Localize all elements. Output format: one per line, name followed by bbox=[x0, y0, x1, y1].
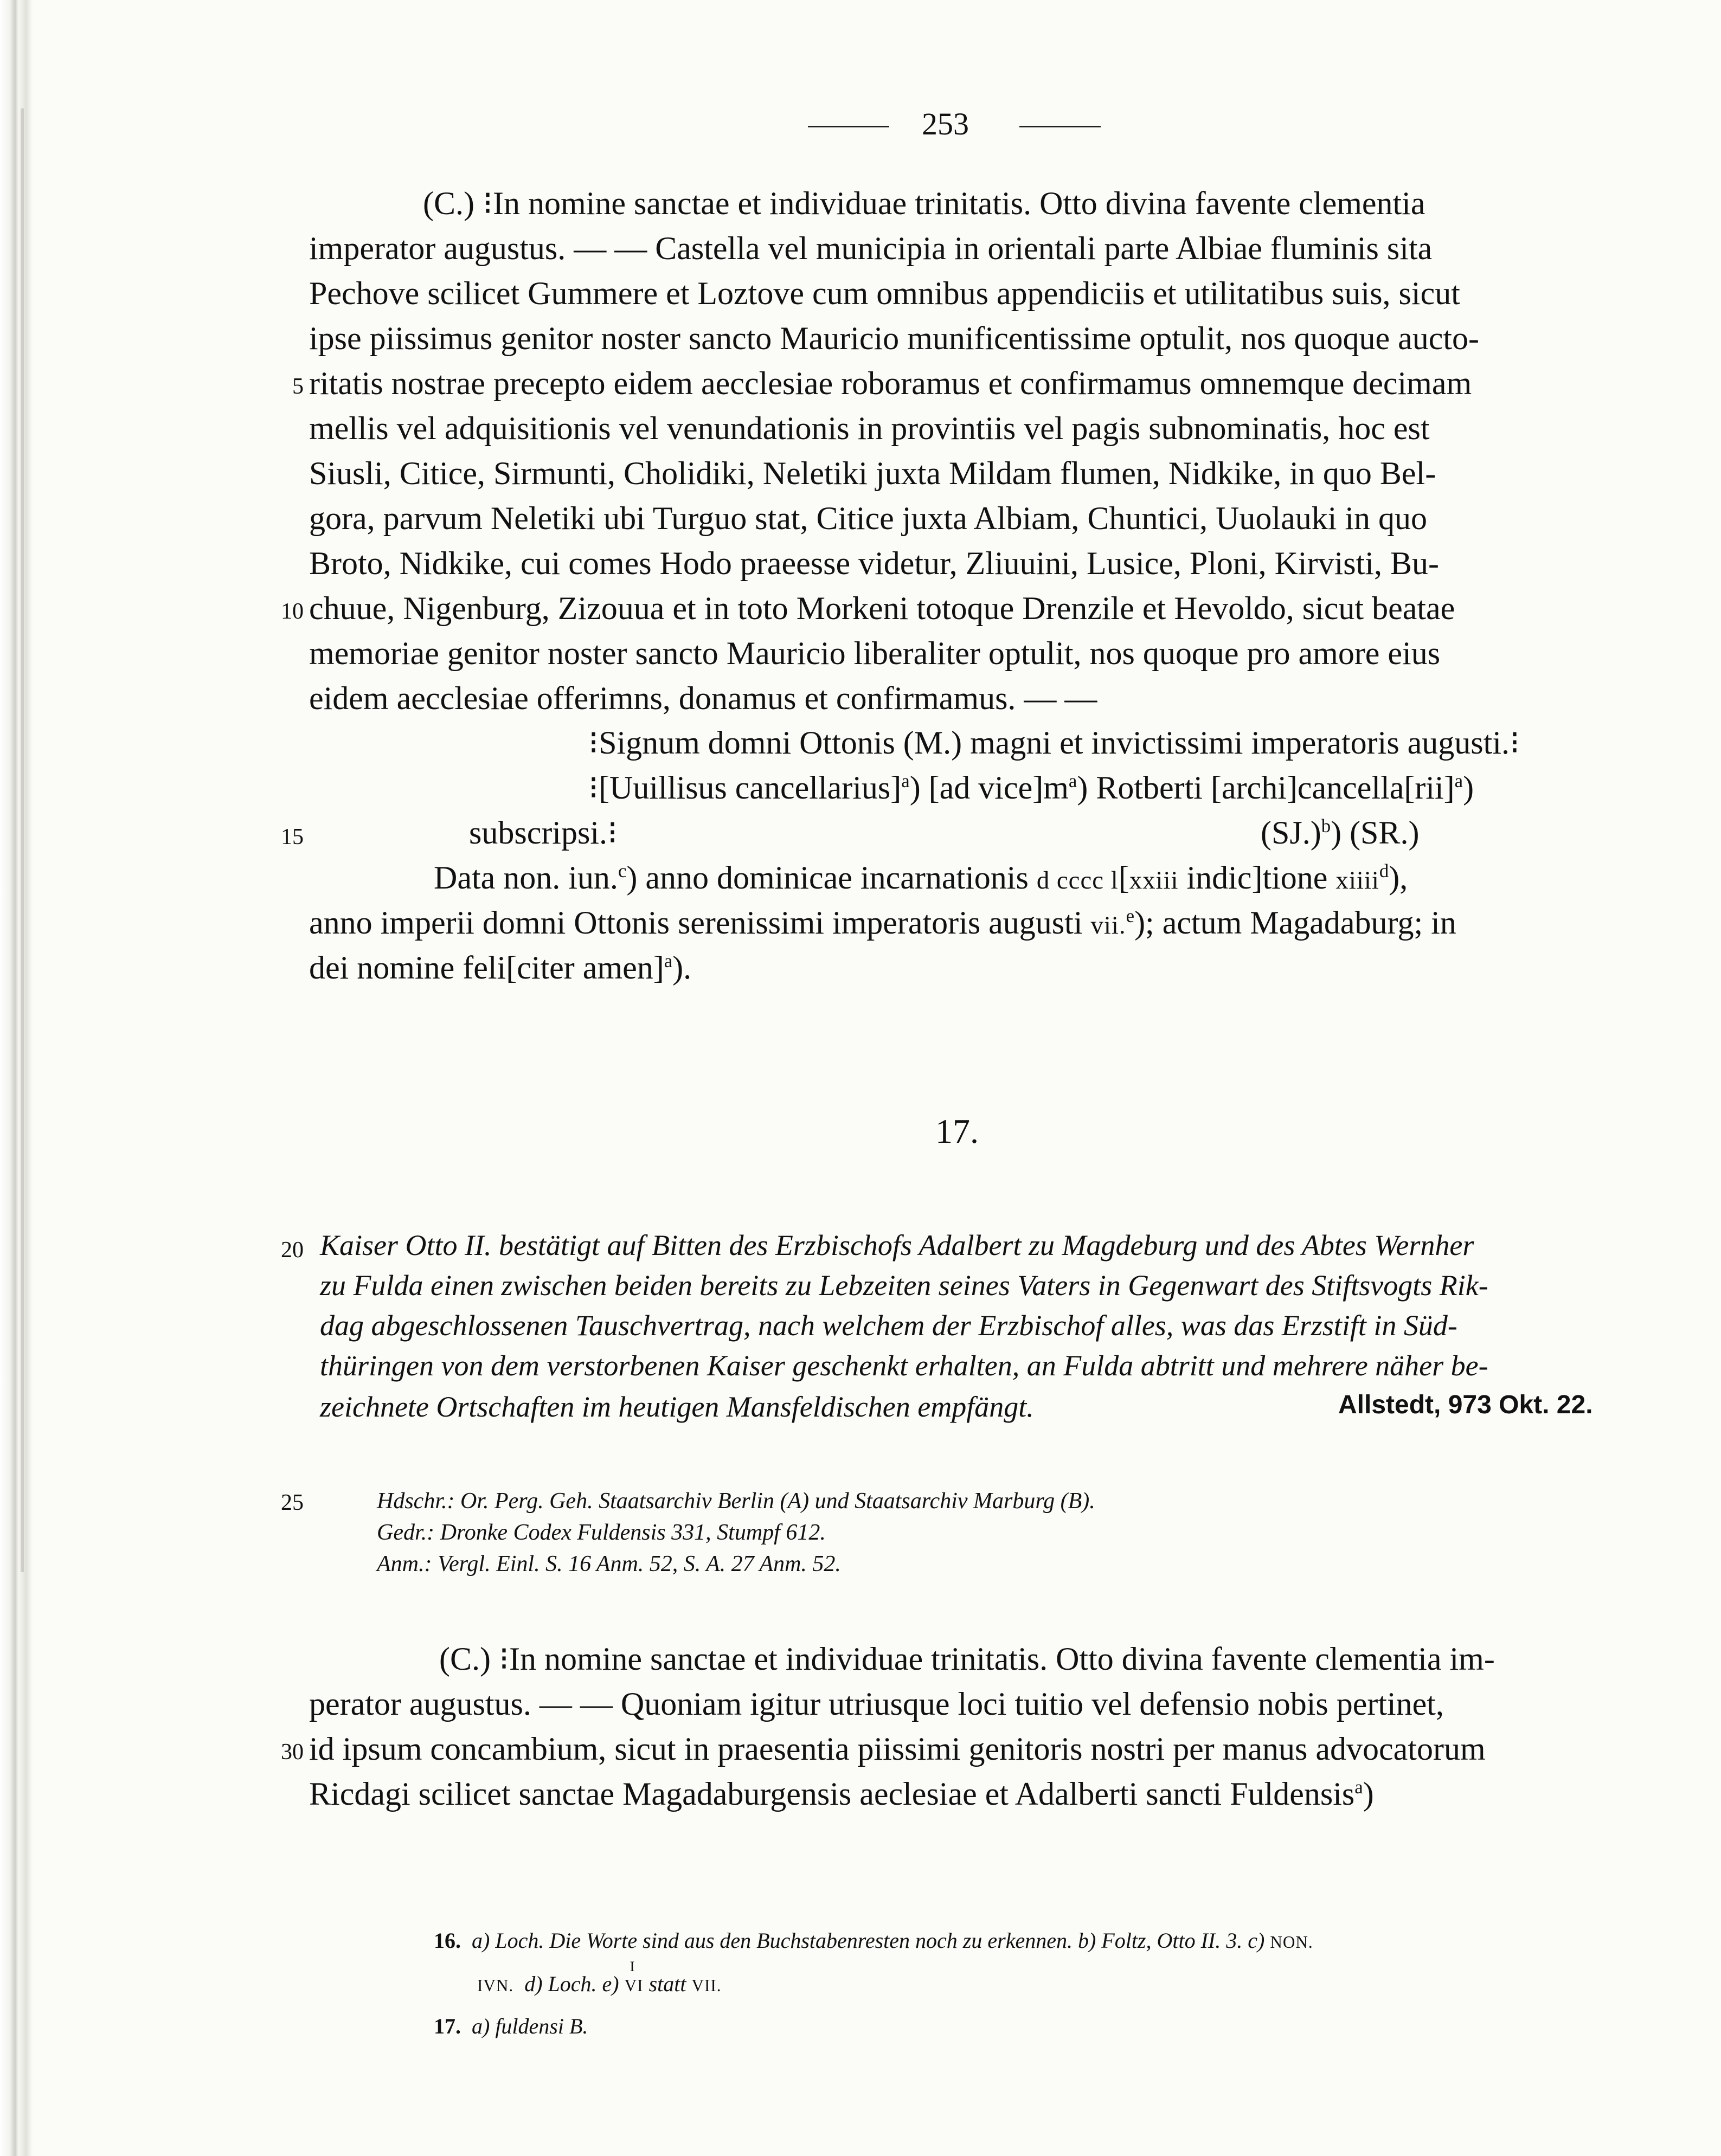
line-number: 15 bbox=[281, 825, 304, 849]
text-line: (C.) ⁝In nomine sanctae et individuae trinitatis. Otto divina favente clementia im- bbox=[439, 1641, 1495, 1677]
footnote-ref: b bbox=[1321, 815, 1331, 837]
source-note: Gedr.: Dronke Codex Fuldensis 331, Stumpf 612. bbox=[377, 1520, 826, 1545]
text-line: gora, parvum Neletiki ubi Turguo stat, Citice juxta Albiam, Chuntici, Uuolauki in quo bbox=[309, 500, 1428, 536]
footnote-ref: c bbox=[618, 860, 627, 882]
roman-vi: VI bbox=[624, 1976, 644, 1995]
last-line-text: Ricdagi scilicet sanctae Magadaburgensis aeclesiae et Adalberti sancti Fuldensis bbox=[309, 1776, 1355, 1812]
year-numeral: xxiii bbox=[1129, 866, 1179, 894]
text-line: imperator augustus. — — Castella vel municipia in orientali parte Albiae fluminis sita bbox=[309, 230, 1433, 266]
text-line: chuue, Nigenburg, Zizouua et in toto Morkeni totoque Drenzile et Hevoldo, sicut beatae bbox=[309, 590, 1455, 626]
footnote-text: statt bbox=[648, 1972, 686, 1996]
text-line: Broto, Nidkike, cui comes Hodo praeesse videtur, Zliuuini, Lusice, Ploni, Kirvisti, Bu- bbox=[309, 545, 1439, 581]
text-line: Siusli, Citice, Sirmunti, Cholidiki, Neletiki juxta Mildam flumen, Nidkike, in quo Bel- bbox=[309, 455, 1436, 491]
footnote-roman: IVN. bbox=[477, 1976, 514, 1995]
source-note: Anm.: Vergl. Einl. S. 16 Anm. 52, S. A. 27 Anm. 52. bbox=[377, 1552, 841, 1576]
footnote-ref: a bbox=[664, 950, 673, 972]
recog-part: ) bbox=[1463, 770, 1474, 806]
recog-part: ⁝[Uuillisus cancellarius] bbox=[588, 770, 902, 806]
sr-mark: ) (SR.) bbox=[1331, 815, 1420, 851]
signum-line: ⁝Signum domni Ottonis (M.) magni et invictissimi imperatoris augusti.⁝ bbox=[588, 725, 1520, 761]
footnote-16-line2 bbox=[477, 1959, 722, 1996]
header-rule-left bbox=[808, 126, 889, 127]
dei-part: dei nomine feli[citer amen] bbox=[309, 950, 664, 986]
recog-part: ) [ad vice]m bbox=[909, 770, 1069, 806]
indiction-numeral: xiiii bbox=[1335, 866, 1379, 894]
regest-line: zu Fulda einen zwischen beiden bereits zu Lebzeiten seines Vaters in Gegenwart des Stiftsvogts Rik- bbox=[320, 1269, 1488, 1302]
anno-part: anno imperii domni Ottonis serenissimi imperatoris augusti bbox=[309, 905, 1091, 941]
footnote-roman: NON. bbox=[1270, 1933, 1313, 1952]
regest-line: thüringen von dem verstorbenen Kaiser geschenkt erhalten, an Fulda abtritt und mehrere näher be- bbox=[320, 1349, 1488, 1382]
text-line: memoriae genitor noster sancto Mauricio liberaliter optulit, nos quoque pro amore eius bbox=[309, 635, 1441, 671]
footnote-text: d) Loch. e) bbox=[524, 1972, 619, 1996]
footnote-ref: e bbox=[1126, 905, 1135, 927]
source-note: Hdschr.: Or. Perg. Geh. Staatsarchiv Berlin (A) und Staatsarchiv Marburg (B). bbox=[377, 1489, 1095, 1514]
footnote-17 bbox=[434, 2016, 588, 2037]
text-line: Pechove scilicet Gummere et Loztove cum omnibus appendiciis et utilitatibus suis, sicut bbox=[309, 275, 1460, 311]
year-numeral: d cccc l bbox=[1036, 866, 1119, 894]
subscripsi: subscripsi.⁝ bbox=[469, 815, 618, 851]
text-line: id ipsum concambium, sicut in praesentia piissimi genitoris nostri per manus advocatorum bbox=[309, 1731, 1486, 1767]
line-number: 20 bbox=[281, 1238, 304, 1263]
regest-line: dag abgeschlossenen Tauschvertrag, nach welchem der Erzbischof alles, was das Erzstift in Süd- bbox=[320, 1309, 1457, 1342]
anno-line bbox=[309, 906, 1456, 939]
footnote-ref: a bbox=[901, 770, 910, 792]
recognition-line bbox=[588, 771, 1474, 804]
dating-part: ), bbox=[1389, 860, 1408, 896]
footnote-16-line1 bbox=[434, 1930, 1313, 1952]
text-line: perator augustus. — — Quoniam igitur utriusque loci tuitio vel defensio nobis pertinet, bbox=[309, 1686, 1444, 1722]
dei-line bbox=[309, 951, 691, 984]
text-line: mellis vel adquisitionis vel venundationis in provintiis vel pagis subnominatis, hoc est bbox=[309, 410, 1430, 446]
text-line: eidem aecclesiae offerimns, donamus et confirmamus. — — bbox=[309, 680, 1097, 716]
dating-line bbox=[434, 861, 1408, 894]
footnote-roman: VII. bbox=[691, 1976, 722, 1995]
line-number: 10 bbox=[281, 599, 304, 624]
footnote-ref: d bbox=[1379, 860, 1389, 882]
page-number: 253 bbox=[922, 106, 969, 141]
scan-streak bbox=[21, 108, 24, 1572]
dating-part: ) anno dominicae incarnationis bbox=[626, 860, 1037, 896]
footnote-text: a) Loch. Die Worte sind aus den Buchstabenresten noch zu erkennen. b) Foltz, Otto II. 3. c) bbox=[472, 1928, 1265, 1953]
line-number: 5 bbox=[292, 374, 304, 399]
last-line-end: ) bbox=[1363, 1776, 1374, 1812]
doc17-last-line bbox=[309, 1778, 1374, 1810]
document-number: 17. bbox=[935, 1112, 979, 1150]
place-date: Allstedt, 973 Okt. 22. bbox=[1338, 1391, 1593, 1419]
line-number: 30 bbox=[281, 1740, 304, 1765]
line-number: 25 bbox=[281, 1490, 304, 1515]
text-line: ritatis nostrae precepto eidem aecclesiae roboramus et confirmamus omnemque decimam bbox=[309, 365, 1472, 401]
seal-marks bbox=[1261, 816, 1419, 849]
recog-part: ) Rotberti [archi]cancella[rii] bbox=[1077, 770, 1455, 806]
footnote-ref: a bbox=[1454, 770, 1463, 792]
anno-part: ); actum Magadaburg; in bbox=[1134, 905, 1456, 941]
footnote-ref: a bbox=[1068, 770, 1077, 792]
footnote-text: a) fuldensi B. bbox=[472, 2014, 588, 2038]
dating-part: [ bbox=[1118, 860, 1129, 896]
regest-line: Kaiser Otto II. bestätigt auf Bitten des Erzbischofs Adalbert zu Magdeburg und des Abtes Wernher bbox=[320, 1229, 1474, 1262]
dei-part: ). bbox=[672, 950, 692, 986]
overwritten-i: I bbox=[630, 1959, 635, 1974]
footnote-number: 16. bbox=[434, 1928, 461, 1953]
dating-part: Data non. iun. bbox=[434, 860, 618, 896]
footnote-vi bbox=[624, 1959, 644, 1995]
regnal-numeral: vii. bbox=[1090, 911, 1126, 939]
sj-mark: (SJ.) bbox=[1261, 815, 1321, 851]
text-line: ipse piissimus genitor noster sancto Mauricio munificentissime optulit, nos quoque aucto- bbox=[309, 320, 1480, 356]
footnote-number: 17. bbox=[434, 2014, 461, 2038]
dating-part: indic]tione bbox=[1178, 860, 1336, 896]
text-line: (C.) ⁝In nomine sanctae et individuae trinitatis. Otto divina favente clementia bbox=[423, 185, 1425, 221]
regest-line: zeichnete Ortschaften im heutigen Mansfeldischen empfängt. bbox=[320, 1391, 1034, 1423]
scan-edge bbox=[0, 0, 42, 2156]
footnote-ref: a bbox=[1354, 1777, 1363, 1798]
header-rule-right bbox=[1019, 126, 1101, 127]
